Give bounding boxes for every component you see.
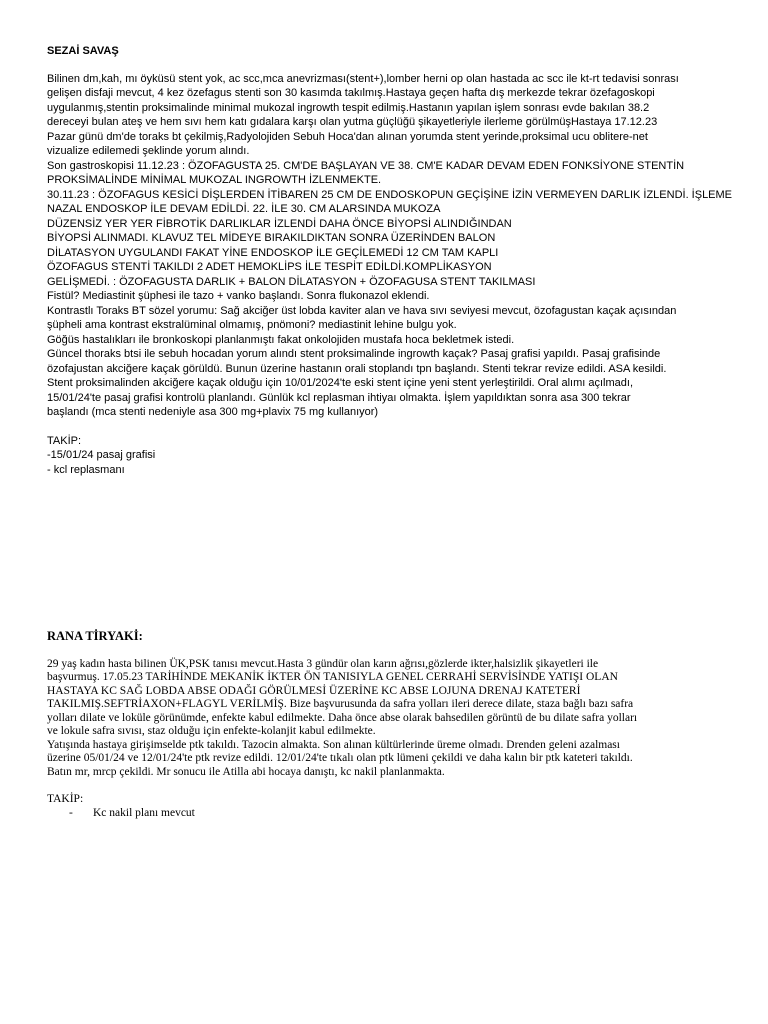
note-line: Güncel thoraks btsi ile sebuh hocadan yorum alındı stent proksimalinde ingrowth kaçak? Pasaj grafisi yapıldı. Pasaj grafisinde bbox=[47, 348, 661, 360]
note-line: dereceyi bulan ateş ve hem sıvı hem katı gıdalara karşı olan yutma güçlüğü şikayetleriyle ilerleme görülmüşHastaya 17.12.23 bbox=[47, 116, 658, 128]
note-line: vizualize edilemedi şeklinde yorum alındı. bbox=[47, 145, 250, 157]
note-line: Kontrastlı Toraks BT sözel yorumu: Sağ akciğer üst lobda kaviter alan ve hava sıvı seviyesi mevcut, özofagustan kaçak açısından bbox=[47, 304, 677, 317]
patient-note-sezai bbox=[47, 44, 747, 477]
note-line: uygulanmış,stentin proksimalinde minimal mukozal ingrowth tespit edilmiş.Hastanın yapılan işlem sonrası evde bakılan 38.2 bbox=[47, 101, 650, 114]
note-line: Pazar günü dm'de toraks bt çekilmiş,Radyolojiden Sebuh Hoca'dan alınan yorumda stent yerinde,proksimal ucu oblitere-net bbox=[47, 130, 648, 143]
note-line: PROKSİMALİNDE MİNİMAL MUKOZAL INGROWTH İZLENMEKTE. bbox=[47, 174, 382, 186]
list-dash: - bbox=[69, 806, 73, 819]
note-line: başlandı (mca stenti nedeniyle asa 300 mg+plavix 75 mg kullanıyor) bbox=[47, 406, 379, 418]
note-line: Son gastroskopisi 11.12.23 : ÖZOFAGUSTA 25. CM'DE BAŞLAYAN VE 38. CM'E KADAR DEVAM EDEN FONKSİYONE STENTİN bbox=[47, 159, 685, 172]
note-line: ÖZOFAGUS STENTİ TAKILDI 2 ADET HEMOKLİPS İLE TESPİT EDİLDİ.KOMPLİKASYON bbox=[47, 261, 492, 273]
note-line: 30.11.23 : ÖZOFAGUS KESİCİ DİŞLERDEN İTİBAREN 25 CM DE ENDOSKOPUN GEÇİŞİNE İZİN VERMEYEN DARLIK İZLENDİ. İŞLEME bbox=[47, 188, 733, 201]
note-line: özofajustan akciğere kaçak görüldü. Bunun üzerine hastanın orali stoplandı tpn başlandı. Stenti tekrar revize edildi. ASA kesildi. bbox=[47, 362, 667, 375]
note-line: 15/01/24'te pasaj grafisi kontrolü planlandı. Günlük kcl replasman ihtiyaı olmakta. İşlem yapıldıktan sonra asa 300 tekrar bbox=[47, 391, 631, 404]
note-line: Bilinen dm,kah, mı öyküsü stent yok, ac scc,mca anevrizması(stent+),lomber herni op olan hastada ac scc ile kt-rt tedavisi sonrası bbox=[47, 72, 679, 85]
note-line: yolları dilate ve loküle görünümde, enfekte kabul edilmekte. Daha önce abse olarak bahsedilen görüntü de bu dilate safra yolları bbox=[47, 711, 638, 724]
note-line: ve lokule safra sıvısı, staz olduğu için enfekte-kolanjit kabul edilmekte. bbox=[47, 725, 376, 737]
follow-up-item bbox=[47, 807, 747, 821]
follow-up-item: -15/01/24 pasaj grafisi bbox=[47, 449, 156, 461]
patient-name: RANA TİRYAKİ: bbox=[47, 629, 143, 643]
note-line: DÜZENSİZ YER YER FİBROTİK DARLIKLAR İZLENDİ DAHA ÖNCE BİYOPSİ ALINDIĞINDAN bbox=[47, 217, 512, 230]
patient-note-rana bbox=[47, 630, 747, 820]
note-line: Fistül? Mediastinit şüphesi ile tazo + vanko başlandı. Sonra flukonazol eklendi. bbox=[47, 290, 430, 302]
note-line: TAKILMIŞ.SEFTRİAXON+FLAGYL VERİLMİŞ. Bize başvurusunda da safra yolları ileri derece dilate, staza bağlı bazı safra bbox=[47, 698, 634, 710]
note-line: Yatışında hastaya girişimselde ptk takıldı. Tazocin almakta. Son alınan kültürlerinde üreme olmadı. Drenden geleni azalması bbox=[47, 738, 620, 751]
note-line: HASTAYA KC SAĞ LOBDA ABSE ODAĞI GÖRÜLMESİ ÜZERİNE KC ABSE LOJUNA DRENAJ KATETERİ bbox=[47, 684, 581, 697]
follow-up-text: Kc nakil planı mevcut bbox=[93, 806, 195, 819]
note-line: BİYOPSİ ALINMADI. KLAVUZ TEL MİDEYE BIRAKILDIKTAN SONRA ÜZERİNDEN BALON bbox=[47, 232, 496, 244]
follow-up-heading: TAKİP: bbox=[47, 793, 84, 805]
note-line: şüpheli ama kontrast ekstralüminal olmamış, pnömoni? mediastinit lehine bulgu yok. bbox=[47, 319, 457, 331]
note-line: Göğüs hastalıkları ile bronkoskopi planlanmıştı fakat onkolojiden mustafa hoca bekletmek istedi. bbox=[47, 333, 515, 346]
follow-up-heading: TAKİP: bbox=[47, 434, 82, 447]
note-line: Stent proksimalinden akciğere kaçak olduğu için 10/01/2024'te eski stent içine yeni stent yerleştirildi. Oral alımı açılmadı, bbox=[47, 377, 634, 389]
note-line: GELİŞMEDİ. : ÖZOFAGUSTA DARLIK + BALON DİLATASYON + ÖZOFAGUSA STENT TAKILMASI bbox=[47, 275, 536, 288]
note-line: gelişen disfaji mevcut, 4 kez özefagus stenti son 30 kasımda takılmış.Hastaya geçen hafta dış merkezde tekrar özefagoskopi bbox=[47, 87, 655, 99]
note-line: Batın mr, mrcp çekildi. Mr sonucu ile Atilla abi hocaya danıştı, kc nakil planlanmakta. bbox=[47, 765, 445, 778]
follow-up-item: - kcl replasmanı bbox=[47, 463, 125, 476]
note-line: NAZAL ENDOSKOP İLE DEVAM EDİLDİ. 22. İLE 30. CM ALARSINDA MUKOZA bbox=[47, 203, 441, 215]
patient-name: SEZAİ SAVAŞ bbox=[47, 45, 119, 57]
note-line: DİLATASYON UYGULANDI FAKAT YİNE ENDOSKOP İLE GEÇİLEMEDİ 12 CM TAM KAPLI bbox=[47, 246, 499, 259]
note-line: üzerine 05/01/24 ve 12/01/24'te ptk revize edildi. 12/01/24'te tıkalı olan ptk lümeni çekildi ve daha kalın bir ptk kateteri takıldı. bbox=[47, 752, 633, 764]
note-line: 29 yaş kadın hasta bilinen ÜK,PSK tanısı mevcut.Hasta 3 gündür olan karın ağrısı,gözlerde ikter,halsizlik şikayetleri ile bbox=[47, 657, 599, 670]
note-line: başvurmuş. 17.05.23 TARİHİNDE MEKANİK İKTER ÖN TANISIYLA GENEL CERRAHİ SERVİSİNDE YATIŞI OLAN bbox=[47, 671, 618, 683]
